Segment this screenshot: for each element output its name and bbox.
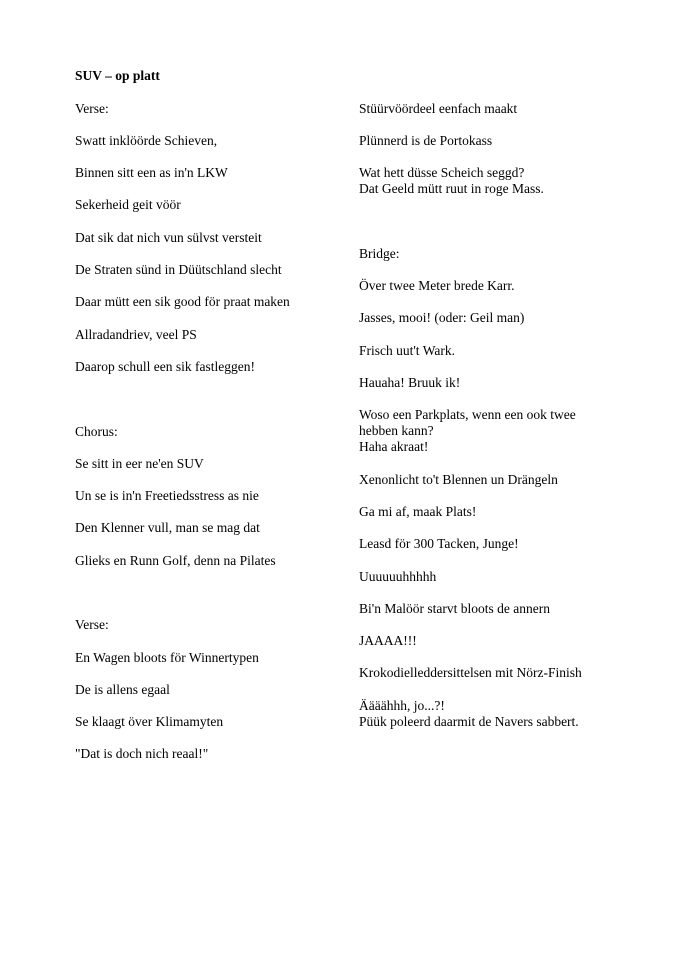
lyric-line: De Straten sünd in Düütschland slecht bbox=[75, 262, 282, 277]
lyric-line: Dat sik dat nich vun sülvst versteit bbox=[75, 230, 262, 245]
lyric-line: Uuuuuuhhhhh bbox=[359, 569, 437, 584]
lyric-line: Daar mütt een sik good för praat maken bbox=[75, 294, 290, 309]
lyric-line: Wat hett düsse Scheich seggd? bbox=[359, 165, 525, 180]
lyric-line: Xenonlicht to't Blennen un Drängeln bbox=[359, 472, 558, 487]
section-label: Verse: bbox=[75, 101, 109, 116]
page-title: SUV – op platt bbox=[75, 68, 160, 83]
lyric-line: Plünnerd is de Portokass bbox=[359, 133, 493, 148]
lyric-line: Daarop schull een sik fastleggen! bbox=[75, 359, 255, 374]
lyric-line: Binnen sitt een as in'n LKW bbox=[75, 165, 228, 180]
lyric-line: Stüürvöördeel eenfach maakt bbox=[359, 101, 518, 116]
lyric-line: En Wagen bloots för Winnertypen bbox=[75, 650, 259, 665]
lyric-line: Swatt inklöörde Schieven, bbox=[75, 133, 218, 148]
lyric-line: Dat Geeld mütt ruut in roge Mass. bbox=[359, 181, 544, 196]
lyric-line: Frisch uut't Wark. bbox=[359, 343, 455, 358]
lyric-line: Un se is in'n Freetiedsstress as nie bbox=[75, 488, 259, 503]
section-label: Chorus: bbox=[75, 424, 118, 439]
lyric-line: JAAAA!!! bbox=[359, 633, 417, 648]
lyric-line: Sekerheid geit vöör bbox=[75, 197, 181, 212]
lyric-line: Ga mi af, maak Plats! bbox=[359, 504, 477, 519]
section-label: Bridge: bbox=[359, 246, 400, 261]
lyric-line: Se klaagt över Klimamyten bbox=[75, 714, 224, 729]
lyric-line: Jasses, mooi! (oder: Geil man) bbox=[359, 310, 525, 325]
lyric-line: Glieks en Runn Golf, denn na Pilates bbox=[75, 553, 276, 568]
lyric-line: Püük poleerd daarmit de Navers sabbert. bbox=[359, 714, 579, 729]
lyric-line: Krokodielleddersittelsen mit Nörz-Finish bbox=[359, 665, 582, 680]
section-label: Verse: bbox=[75, 617, 109, 632]
lyric-line: hebben kann? bbox=[359, 423, 434, 438]
lyric-line: Hauaha! Bruuk ik! bbox=[359, 375, 461, 390]
lyric-line: Leasd för 300 Tacken, Junge! bbox=[359, 536, 519, 551]
lyric-line: Över twee Meter brede Karr. bbox=[359, 278, 515, 293]
lyric-line: "Dat is doch nich reaal!" bbox=[75, 746, 209, 761]
lyric-line: Äääähhh, jo...?! bbox=[359, 698, 445, 713]
lyric-line: Se sitt in eer ne'en SUV bbox=[75, 456, 204, 471]
lyric-line: Den Klenner vull, man se mag dat bbox=[75, 520, 260, 535]
lyric-line: Woso een Parkplats, wenn een ook twee bbox=[359, 407, 576, 422]
lyric-line: Haha akraat! bbox=[359, 439, 429, 454]
lyric-line: Allradandriev, veel PS bbox=[75, 327, 197, 342]
lyric-line: Bi'n Malöör starvt bloots de annern bbox=[359, 601, 551, 616]
lyric-line: De is allens egaal bbox=[75, 682, 170, 697]
